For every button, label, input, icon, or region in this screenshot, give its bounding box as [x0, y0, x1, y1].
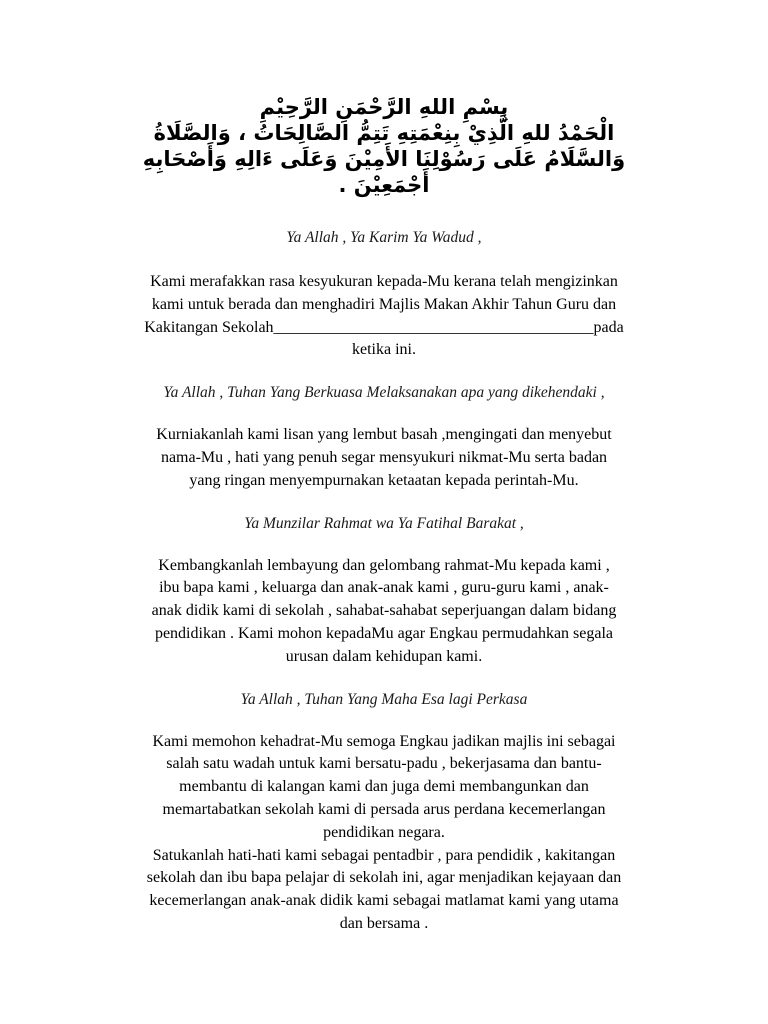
paragraph-2: [110, 424, 658, 492]
paragraph-line: Satukanlah hati-hati kami sebagai pentadbir , para pendidik , kakitangan: [152, 846, 616, 864]
paragraph-line: Kami merafakkan rasa kesyukuran kepada-Mu kerana telah mengizinkan: [150, 273, 618, 290]
paragraph-line: kami untuk berada dan menghadiri Majlis Makan Akhir Tahun Guru dan: [151, 295, 617, 313]
paragraph-line: nama-Mu , hati yang penuh segar mensyukuri nikmat-Mu serta badan: [160, 448, 608, 466]
paragraph-line: sekolah dan ibu bapa pelajar di sekolah ini, agar menjadikan kejayaan dan: [146, 869, 622, 887]
paragraph-line: Kembangkanlah lembayung dan gelombang rahmat-Mu kepada kami ,: [158, 556, 610, 574]
invocation-4: Ya Allah , Tuhan Yang Maha Esa lagi Perkasa: [240, 690, 528, 708]
paragraph-1: [110, 271, 658, 362]
paragraph-line: pendidikan negara.: [323, 823, 445, 841]
paragraph-line: dan bersama .: [339, 914, 429, 932]
invocation-3: Ya Munzilar Rahmat wa Ya Fatihal Barakat ,: [244, 514, 524, 532]
paragraph-4: [110, 731, 658, 936]
paragraph-line: ibu bapa kami , keluarga dan anak-anak kami , guru-guru kami , anak-: [159, 579, 609, 597]
invocation-2: Ya Allah , Tuhan Yang Berkuasa Melaksanakan apa yang dikehendaki ,: [163, 384, 605, 402]
paragraph-line: Kakitangan Sekolah________________________________________pada: [144, 318, 624, 336]
paragraph-3: [110, 555, 658, 669]
paragraph-line: salah satu wadah untuk kami bersatu-padu , bekerjasama dan bantu-: [166, 755, 602, 773]
paragraph-line: membantu di kalangan kami dan juga demi membangunkan dan: [179, 778, 589, 796]
arabic-line-1: الْحَمْدُ للهِ الَّذِيْ بِنِعْمَتِهِ تَتِمُّ الصَّالِحَاتُ ، وَالصَّلَاةُ: [153, 121, 615, 145]
paragraph-line: Kami memohon kehadrat-Mu semoga Engkau jadikan majlis ini sebagai: [152, 732, 616, 750]
paragraph-line: yang ringan menyempurnakan ketaatan kepada perintah-Mu.: [189, 471, 579, 489]
arabic-line-3: أَجْمَعِيْنَ .: [338, 173, 430, 197]
paragraph-line: pendidikan . Kami mohon kepadaMu agar Engkau permudahkan segala: [154, 624, 614, 642]
paragraph-line: kecemerlangan anak-anak didik kami sebagai matlamat kami yang utama: [149, 892, 619, 910]
paragraph-line: Kurniakanlah kami lisan yang lembut basah ,mengingati dan menyebut: [156, 426, 612, 444]
paragraph-line: memartabatkan sekolah kami di persada arus perdana kecemerlangan: [162, 800, 606, 818]
invocation-1: Ya Allah , Ya Karim Ya Wadud ,: [286, 229, 482, 246]
basmala: بِسْمِ اللهِ الرَّحْمَنِ الرَّحِيْمِ: [259, 95, 509, 119]
paragraph-line: urusan dalam kehidupan kami.: [285, 647, 483, 665]
paragraph-line: anak didik kami di sekolah , sahabat-sahabat seperjuangan dalam bidang: [151, 602, 617, 620]
paragraph-line: ketika ini.: [352, 341, 416, 359]
arabic-line-2: وَالسَّلَامُ عَلَى رَسُوْلِنَا الأَمِيْنَ وَعَلَى ءَالِهِ وَأَصْحَابِهِ: [142, 147, 626, 171]
arabic-header: [110, 94, 658, 198]
